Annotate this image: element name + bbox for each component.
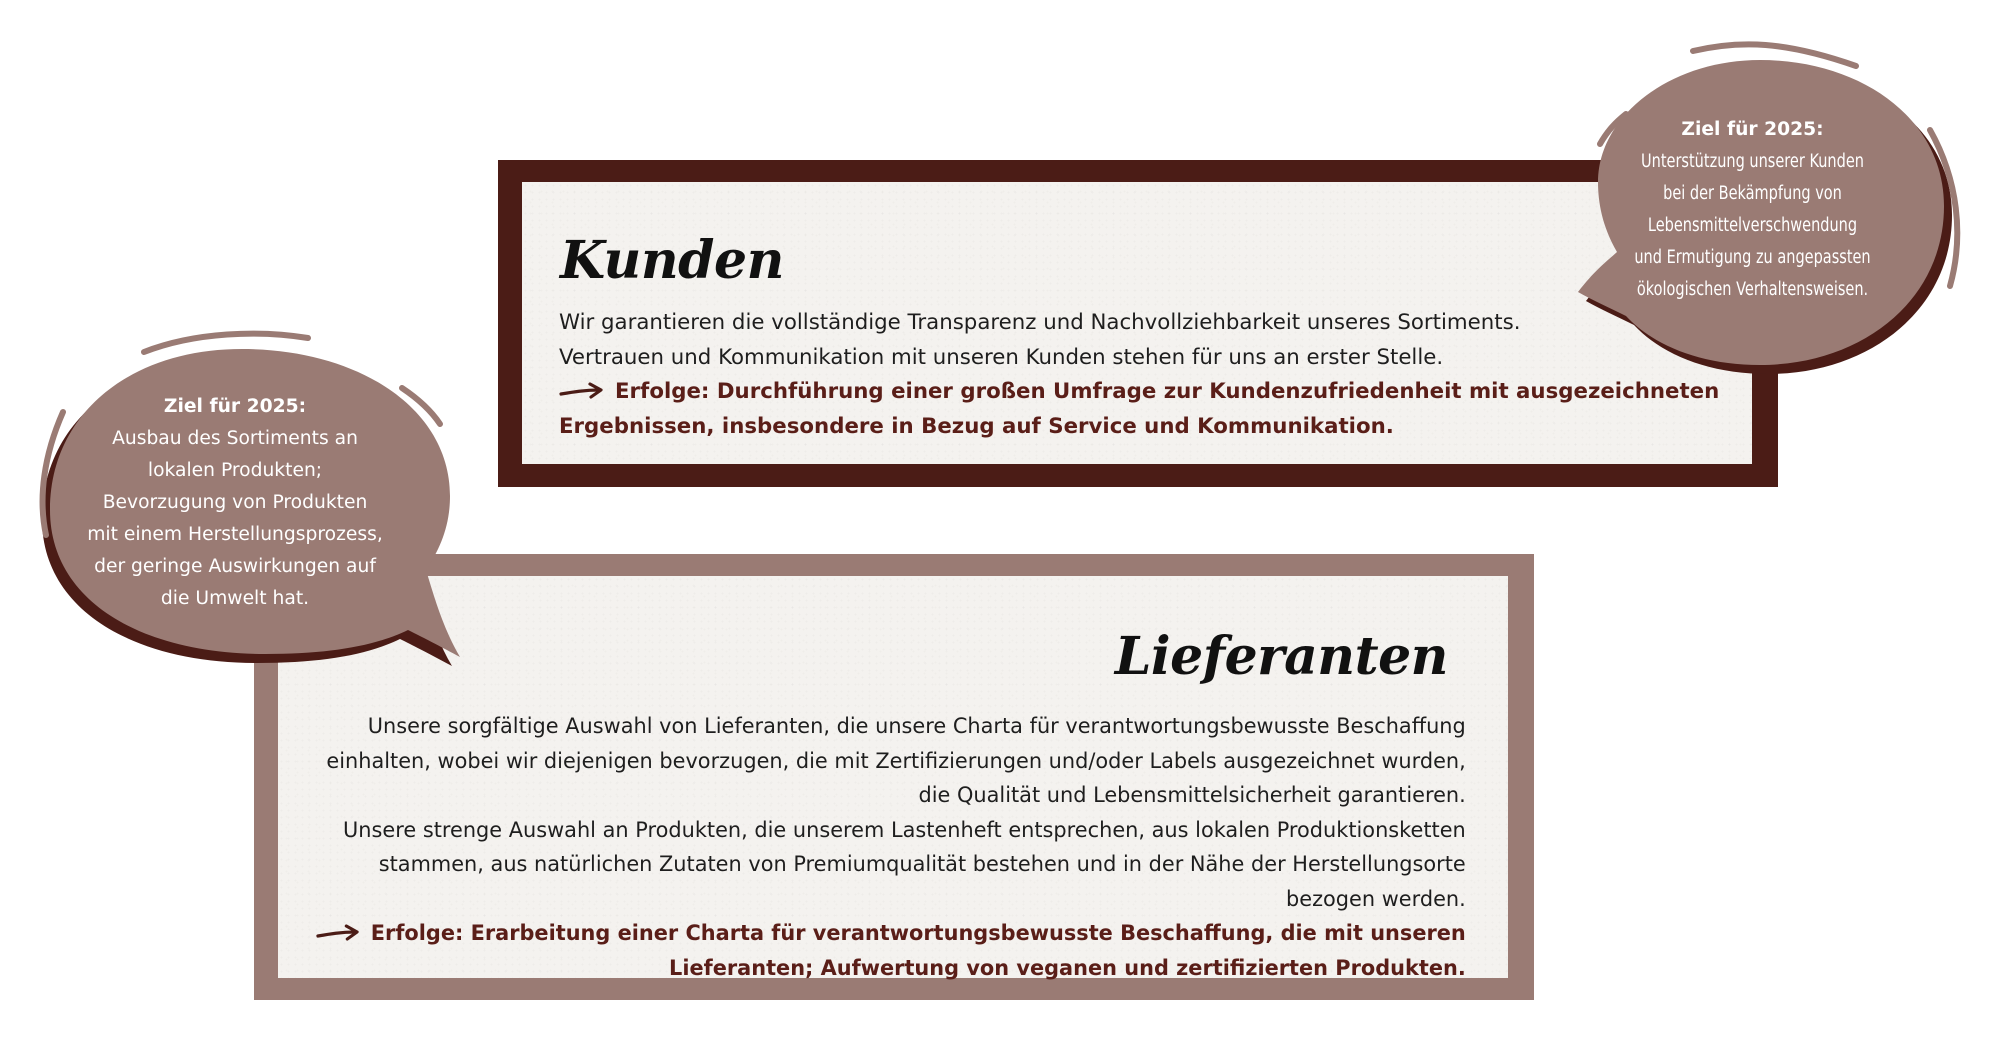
bubble-left-line: Ausbau des Sortiments an bbox=[112, 428, 358, 449]
bubble-right-heading: Ziel für 2025: bbox=[1681, 119, 1824, 140]
kunden-text-line: Vertrauen und Kommunikation mit unseren Kunden stehen für uns an erster Stelle. bbox=[559, 344, 1444, 370]
bubble-right-line: und Ermutigung zu angepassten bbox=[1634, 247, 1871, 268]
lieferanten-text-line: Unsere strenge Auswahl an Produkten, die unserem Lastenheft entsprechen, aus lokalen Produktionsketten bbox=[343, 817, 1467, 843]
arrow-right-icon bbox=[559, 381, 605, 401]
lieferanten-success-text: Erfolge: Erarbeitung einer Charta für verantwortungsbewusste Beschaffung, die mit unseren bbox=[371, 921, 1466, 946]
bubble-left-text bbox=[70, 391, 400, 615]
bubble-left-line: der geringe Auswirkungen auf bbox=[94, 556, 376, 577]
lieferanten-text bbox=[292, 710, 1466, 986]
bubble-right-line: ökologischen Verhaltensweisen. bbox=[1636, 279, 1869, 300]
bubble-left-line: Bevorzugung von Produkten bbox=[102, 492, 368, 513]
kunden-success-text: Erfolge: Durchführung einer großen Umfrage zur Kundenzufriedenheit mit ausgezeichneten bbox=[615, 379, 1720, 404]
lieferanten-success-line bbox=[316, 917, 1466, 952]
bubble-right-line: Lebensmittelverschwendung bbox=[1647, 215, 1858, 236]
lieferanten-text-line: stammen, aus natürlichen Zutaten von Premiumqualität bestehen und in der Nähe der Herstellungsorte bbox=[378, 852, 1467, 877]
kunden-title: Kunden bbox=[560, 230, 784, 291]
lieferanten-text-line: bezogen werden. bbox=[1286, 886, 1466, 912]
speech-bubble-goal-suppliers bbox=[30, 320, 490, 670]
bubble-left-line: die Umwelt hat. bbox=[160, 588, 310, 609]
lieferanten-text-line: einhalten, wobei wir diejenigen bevorzugen, die mit Zertifizierungen und/oder Labels ausgezeichnet wurden, bbox=[326, 748, 1466, 774]
bubble-right-line: Unterstützung unserer Kunden bbox=[1641, 151, 1864, 172]
lieferanten-success-line: Lieferanten; Aufwertung von veganen und zertifizierten Produkten. bbox=[669, 955, 1466, 981]
kunden-success-line: Ergebnissen, insbesondere in Bezug auf Service und Kommunikation. bbox=[559, 413, 1394, 439]
lieferanten-text-line: die Qualität und Lebensmittelsicherheit garantieren. bbox=[918, 783, 1466, 808]
lieferanten-title: Lieferanten bbox=[1114, 626, 1448, 687]
bubble-right-line: bei der Bekämpfung von bbox=[1663, 183, 1842, 204]
bubble-right-text bbox=[1540, 114, 1965, 306]
arrow-right-icon bbox=[316, 923, 361, 943]
speech-bubble-goal-customers bbox=[1540, 40, 1980, 390]
bubble-left-line: lokalen Produkten; bbox=[147, 460, 323, 481]
bubble-left-heading: Ziel für 2025: bbox=[163, 396, 307, 417]
kunden-text-line: Wir garantieren die vollständige Transparenz und Nachvollziehbarkeit unseres Sortiments. bbox=[559, 310, 1521, 335]
bubble-left-line: mit einem Herstellungsprozess, bbox=[87, 524, 383, 545]
lieferanten-text-line: Unsere sorgfältige Auswahl von Lieferanten, die unsere Charta für verantwortungsbewusste Beschaffung bbox=[368, 714, 1466, 739]
